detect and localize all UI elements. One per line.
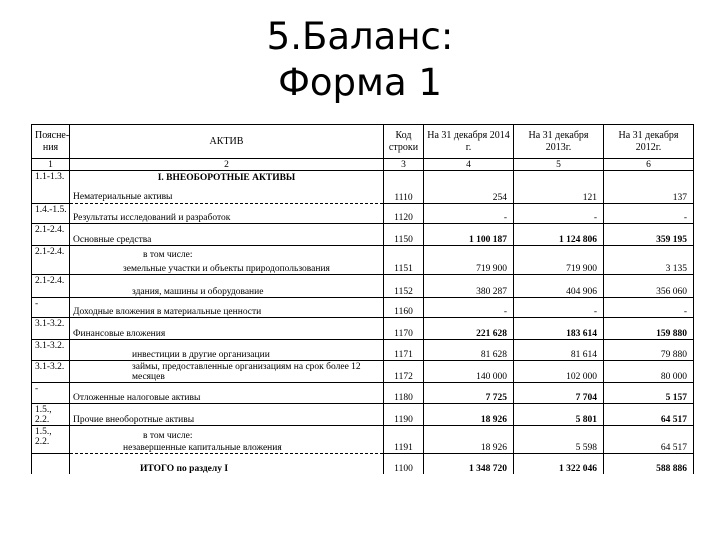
row-code: 1110 <box>384 171 424 204</box>
header-row <box>32 125 694 159</box>
row-value-2012: 159 880 <box>604 318 694 340</box>
row-code: 1152 <box>384 275 424 298</box>
colnum-6: 6 <box>604 159 694 171</box>
row-value-2013: 183 614 <box>514 318 604 340</box>
row-value-2012: 79 880 <box>604 340 694 361</box>
row-label: незавершенные капитальные вложения <box>123 443 282 453</box>
row-value-2014: 140 000 <box>424 361 514 383</box>
row-value-2013: - <box>514 204 604 224</box>
row-note: 2.1-2.4. <box>32 246 70 275</box>
row-sublabel: в том числе: <box>143 250 193 260</box>
colnum-3: 3 <box>384 159 424 171</box>
row-value-2014: 18 926 <box>424 426 514 454</box>
row-code: 1180 <box>384 383 424 404</box>
row-label: Доходные вложения в материальные ценности <box>70 298 384 318</box>
total-value-2012: 588 886 <box>604 454 694 474</box>
row-value-2013: 719 900 <box>514 246 604 275</box>
row-value-2013: 5 801 <box>514 404 604 426</box>
table-row <box>32 204 694 224</box>
total-code: 1100 <box>384 454 424 474</box>
row-value-2013: 102 000 <box>514 361 604 383</box>
row-label: займы, предоставленные организациям на срок более 12 месяцев <box>70 361 384 383</box>
row-note: 2.1-2.4. <box>32 275 70 298</box>
row-value-2012: 64 517 <box>604 404 694 426</box>
row-value-2013: 1 124 806 <box>514 224 604 246</box>
row-note: 3.1-3.2. <box>32 340 70 361</box>
row-name <box>70 246 384 275</box>
total-note <box>32 454 70 474</box>
table-body <box>32 171 694 474</box>
row-value-2014: 1 100 187 <box>424 224 514 246</box>
row-label: Финансовые вложения <box>70 318 384 340</box>
balance-table <box>31 124 694 474</box>
total-row <box>32 454 694 474</box>
row-value-2012: - <box>604 204 694 224</box>
colnum-4: 4 <box>424 159 514 171</box>
row-code: 1150 <box>384 224 424 246</box>
row-note: - <box>32 383 70 404</box>
table-row <box>32 340 694 361</box>
table-row <box>32 318 694 340</box>
row-code: 1172 <box>384 361 424 383</box>
slide-title <box>0 14 720 106</box>
section-title: I. ВНЕОБОРОТНЫЕ АКТИВЫ <box>157 173 296 183</box>
row-value-2013: 7 704 <box>514 383 604 404</box>
header-code: Код строки <box>384 125 424 159</box>
row-note: 3.1-3.2. <box>32 318 70 340</box>
row-label: земельные участки и объекты природопользования <box>123 264 330 274</box>
header-note: Поясне-ния <box>32 125 70 159</box>
row-label: Результаты исследований и разработок <box>70 204 384 224</box>
header-name: АКТИВ <box>70 125 384 159</box>
row-code: 1120 <box>384 204 424 224</box>
row-label: Основные средства <box>70 224 384 246</box>
row-code: 1191 <box>384 426 424 454</box>
row-value-2014: - <box>424 298 514 318</box>
row-value-2014: 81 628 <box>424 340 514 361</box>
row-value-2014: 7 725 <box>424 383 514 404</box>
colnum-1: 1 <box>32 159 70 171</box>
row-label: Нематериальные активы <box>73 192 173 202</box>
row-note: 1.4.-1.5. <box>32 204 70 224</box>
row-value-2012: 359 195 <box>604 224 694 246</box>
row-value-2012: 3 135 <box>604 246 694 275</box>
row-value-2014: 221 628 <box>424 318 514 340</box>
slide-title-line2: Форма 1 <box>278 61 442 104</box>
table-row <box>32 224 694 246</box>
row-note: 1.5., 2.2. <box>32 404 70 426</box>
header-2012: На 31 декабря 2012г. <box>604 125 694 159</box>
table-row <box>32 383 694 404</box>
row-name <box>70 171 384 204</box>
row-value-2013: 81 614 <box>514 340 604 361</box>
row-code: 1160 <box>384 298 424 318</box>
table-row <box>32 426 694 454</box>
row-value-2013: 5 598 <box>514 426 604 454</box>
colnum-2: 2 <box>70 159 384 171</box>
row-value-2014: 254 <box>424 171 514 204</box>
header-2013: На 31 декабря 2013г. <box>514 125 604 159</box>
row-value-2013: - <box>514 298 604 318</box>
table-row <box>32 361 694 383</box>
row-value-2014: 18 926 <box>424 404 514 426</box>
row-note: 1.5., 2.2. <box>32 426 70 454</box>
row-code: 1151 <box>384 246 424 275</box>
total-label: ИТОГО по разделу I <box>70 454 384 474</box>
colnum-5: 5 <box>514 159 604 171</box>
row-note: - <box>32 298 70 318</box>
table-row <box>32 171 694 204</box>
row-value-2012: 5 157 <box>604 383 694 404</box>
row-code: 1171 <box>384 340 424 361</box>
row-value-2012: 137 <box>604 171 694 204</box>
row-value-2012: 80 000 <box>604 361 694 383</box>
row-value-2012: 356 060 <box>604 275 694 298</box>
row-code: 1190 <box>384 404 424 426</box>
row-value-2014: - <box>424 204 514 224</box>
row-note: 3.1-3.2. <box>32 361 70 383</box>
row-label: Прочие внеоборотные активы <box>70 404 384 426</box>
table-row <box>32 298 694 318</box>
row-note: 2.1-2.4. <box>32 224 70 246</box>
row-value-2013: 121 <box>514 171 604 204</box>
row-label: Отложенные налоговые активы <box>70 383 384 404</box>
row-value-2012: - <box>604 298 694 318</box>
table-row <box>32 246 694 275</box>
slide-title-line1: 5.Баланс: <box>266 15 454 58</box>
balance-sheet <box>31 124 694 474</box>
total-value-2013: 1 322 046 <box>514 454 604 474</box>
row-note: 1.1-1.3. <box>32 171 70 204</box>
row-value-2013: 404 906 <box>514 275 604 298</box>
row-value-2014: 380 287 <box>424 275 514 298</box>
table-row <box>32 275 694 298</box>
table-row <box>32 404 694 426</box>
header-2014: На 31 декабря 2014 г. <box>424 125 514 159</box>
row-label: инвестиции в другие организации <box>70 340 384 361</box>
row-label: здания, машины и оборудование <box>70 275 384 298</box>
row-sublabel: в том числе: <box>143 431 193 441</box>
row-name <box>70 426 384 454</box>
row-value-2012: 64 517 <box>604 426 694 454</box>
total-value-2014: 1 348 720 <box>424 454 514 474</box>
row-value-2014: 719 900 <box>424 246 514 275</box>
column-number-row <box>32 159 694 171</box>
row-code: 1170 <box>384 318 424 340</box>
